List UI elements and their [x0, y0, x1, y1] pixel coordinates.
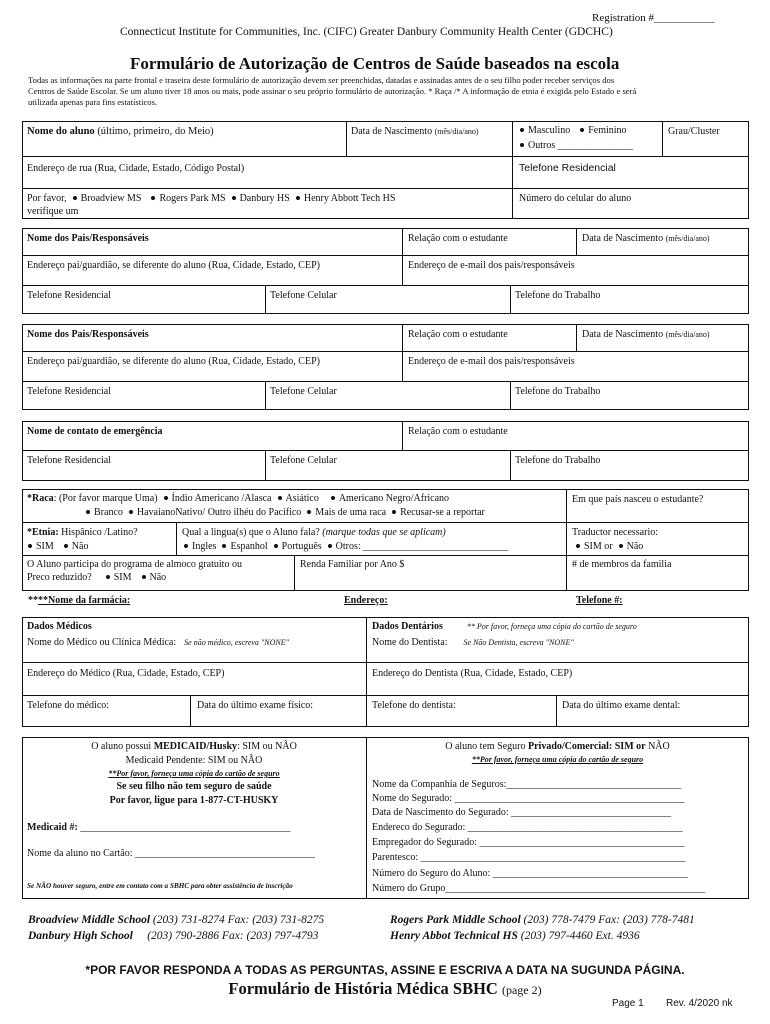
emergency-home-phone-field[interactable]: Telefone Residencial: [27, 455, 111, 466]
bullet-icon: [222, 544, 226, 548]
bullet-icon: [164, 496, 168, 500]
student-address-field[interactable]: Endereço de rua (Rua, Cidade, Estado, Código Postal): [27, 163, 245, 174]
medicaid-number-field[interactable]: Medicaid #: __________________________________________: [27, 822, 291, 833]
parent1-cell-phone-field[interactable]: Telefone Celular: [270, 290, 337, 301]
bullet-icon: [151, 196, 155, 200]
history-form-title: Formulário de História Médica SBHC (page 2): [228, 979, 542, 998]
bullet-icon: [232, 196, 236, 200]
medical-data-title: Dados Médicos: [27, 621, 92, 632]
bullet-icon: [520, 143, 524, 147]
parent1-name-field[interactable]: Nome dos Pais/Responsáveis: [27, 233, 149, 244]
bullet-icon: [106, 575, 110, 579]
parent2-address-field[interactable]: Endereço pai/guardião, se diferente do aluno (Rua, Cidade, Estado, CEP): [27, 356, 320, 367]
private-insurance-question[interactable]: O aluno tem Seguro Privado/Comercial: SIM or NÃO: [445, 741, 670, 752]
pharmacy-name-field[interactable]: ****Nome da farmácia:: [28, 595, 131, 606]
bullet-icon: [64, 544, 68, 548]
doctor-address-field[interactable]: Endereço do Médico (Rua, Cidade, Estado, CEP): [27, 668, 225, 679]
dental-data-title: Dados Dentários ** Por favor, forneça uma cópia do cartão de seguro: [372, 621, 637, 632]
ethnicity-question: *Etnia: Hispânico /Latino?: [27, 527, 138, 538]
card-name-field[interactable]: Nome da aluno no Cartão: ____________________________________: [27, 848, 316, 859]
bullet-icon: [73, 196, 77, 200]
translator-question: Traductor necessario:: [572, 527, 658, 538]
dentist-phone-field[interactable]: Telefone do dentista:: [372, 700, 456, 711]
doctor-phone-field[interactable]: Telefone do médico:: [27, 700, 110, 711]
verify-one-label: verifique um: [27, 206, 79, 217]
doctor-name-field[interactable]: Nome do Médico ou Clínica Médica: Se não médico, escreva "NONE": [27, 637, 289, 648]
student-insurance-number-field[interactable]: Número do Seguro do Aluno: _______________________________________: [372, 868, 688, 879]
emergency-work-phone-field[interactable]: Telefone do Trabalho: [515, 455, 601, 466]
last-physical-exam-field[interactable]: Data do último exame físico:: [197, 700, 314, 711]
bullet-icon: [142, 575, 146, 579]
bullet-icon: [392, 510, 396, 514]
parent2-home-phone-field[interactable]: Telefone Residencial: [27, 386, 111, 397]
bullet-icon: [619, 544, 623, 548]
emergency-relation-field[interactable]: Relação com o estudante: [408, 426, 508, 437]
parent1-home-phone-field[interactable]: Telefone Residencial: [27, 290, 111, 301]
emergency-name-field[interactable]: Nome de contato de emergência: [27, 426, 163, 437]
bullet-icon: [328, 544, 332, 548]
revision-label: Rev. 4/2020 nk: [666, 998, 733, 1009]
bullet-icon: [129, 510, 133, 514]
medicaid-card-note: **Por favor, forneça uma cópia do cartão de seguro: [108, 769, 280, 778]
medicaid-pending-question[interactable]: Medicaid Pendente: SIM ou NÃO: [125, 755, 263, 766]
pharmacy-address-field[interactable]: Endereço:: [344, 595, 388, 606]
parent2-work-phone-field[interactable]: Telefone do Trabalho: [515, 386, 601, 397]
group-number-field[interactable]: Número do Grupo____________________________________________________: [372, 883, 706, 894]
dentist-name-field[interactable]: Nome do Dentista: Se Não Dentista, escreva "NONE": [372, 637, 574, 648]
henry-abbott-contact: Henry Abbot Technical HS (203) 797-4460 Ext. 4936: [390, 930, 640, 942]
bullet-icon: [576, 544, 580, 548]
no-insurance-contact-note: Se NÃO houver seguro, entre em contato com a SBHC para obter assistência de inscrição: [27, 882, 293, 890]
translator-options[interactable]: SIM or Não: [570, 541, 643, 553]
student-dob-field[interactable]: Data de Nascimento (mês/dia/ano): [351, 126, 479, 137]
page-title: Formulário de Autorização de Centros de Saúde baseados na escola: [130, 54, 620, 73]
family-members-field[interactable]: # de membros da familia: [572, 559, 672, 570]
parent1-address-field[interactable]: Endereço pai/guardião, se diferente do aluno (Rua, Cidade, Estado, CEP): [27, 260, 320, 271]
bullet-icon: [331, 496, 335, 500]
emergency-cell-phone-field[interactable]: Telefone Celular: [270, 455, 337, 466]
gender-other-option[interactable]: Outros _______________: [514, 140, 633, 152]
lunch-program-question: O Aluno participa do programa de almoco gratuito ou: [27, 559, 242, 570]
dentist-address-field[interactable]: Endereço do Dentista (Rua, Cidade, Estado, CEP): [372, 668, 573, 679]
no-insurance-note: Se seu filho não tem seguro de saúde: [116, 781, 272, 792]
bullet-icon: [274, 544, 278, 548]
insured-dob-field[interactable]: Data de Nascimento do Segurado: ________________________________: [372, 807, 672, 818]
answer-all-notice: *POR FAVOR RESPONDA A TODAS AS PERGUNTAS, ASSINE E ESCRIVA A DATA NA SUGUNDA PÁGINA.: [85, 963, 685, 977]
race-options-row2[interactable]: Branco HavaianoNativo/ Outro ilhéu do Pacifico Mais de uma raca Recusar-se a reportar: [80, 507, 485, 519]
gender-options[interactable]: Masculino Feminino: [514, 125, 627, 137]
bullet-icon: [86, 510, 90, 514]
language-question: Qual a lingua(s) que o Aluno fala? (marque todas que se aplicam): [182, 527, 446, 538]
lunch-program-options[interactable]: Preco reduzido? SIM Não: [27, 572, 167, 583]
race-question[interactable]: *Raca: (Por favor marque Uma) Índio Americano /Alasca Asiático Americano Negro/Africano: [27, 493, 450, 504]
bullet-icon: [580, 128, 584, 132]
rogers-park-contact: Rogers Park Middle School (203) 778-7479 Fax: (203) 778-7481: [390, 914, 695, 926]
private-card-note: **Por favor, forneça uma cópia do cartão de seguro: [471, 755, 644, 764]
bullet-icon: [278, 496, 282, 500]
language-options[interactable]: Ingles Espanhol Português Otros: _____________________________: [178, 541, 508, 553]
registration-number: Registration #___________: [592, 12, 715, 24]
family-income-field[interactable]: Renda Familiar por Ano $: [300, 559, 405, 570]
bullet-icon: [520, 128, 524, 132]
student-home-phone-field[interactable]: Telefone Residencial: [519, 162, 616, 174]
parent2-name-field[interactable]: Nome dos Pais/Responsáveis: [27, 329, 149, 340]
parent2-email-field[interactable]: Endereço de e-mail dos pais/responsáveis: [408, 356, 575, 367]
broadview-contact: Broadview Middle School (203) 731-8274 Fax: (203) 731-8275: [28, 914, 325, 926]
relationship-field[interactable]: Parentesco: _____________________________________________________: [372, 852, 686, 863]
parent2-relation-field[interactable]: Relação com o estudante: [408, 329, 508, 340]
ethnicity-options[interactable]: SIM Não: [22, 541, 88, 553]
bullet-icon: [28, 544, 32, 548]
parent2-cell-phone-field[interactable]: Telefone Celular: [270, 386, 337, 397]
bullet-icon: [307, 510, 311, 514]
insured-name-field[interactable]: Nome do Segurado: ______________________________________________: [372, 793, 685, 804]
page-number: Page 1: [612, 998, 644, 1009]
insurance-company-field[interactable]: Nome da Companhia de Seguros:___________________________________: [372, 779, 682, 790]
husky-phone-note: Por favor, ligue para 1-877-CT-HUSKY: [109, 795, 279, 806]
parent1-email-field[interactable]: Endereço de e-mail dos pais/responsáveis: [408, 260, 575, 271]
school-choice[interactable]: Por favor, Broadview MS Rogers Park MS Danbury HS Henry Abbott Tech HS: [27, 193, 396, 204]
intro-text-1: Todas as informações na parte frontal e traseira deste formulário de autorização devem ser preenchidas, datadas e assinadas antes de o seu filho poder receber serviços dos: [28, 75, 615, 85]
danbury-high-contact: Danbury High School (203) 790-2886 Fax: (203) 797-4793: [28, 930, 319, 942]
medicaid-question[interactable]: O aluno possui MEDICAID/Husky: SIM ou NÃO: [91, 741, 297, 752]
student-cell-field[interactable]: Número do celular do aluno: [519, 193, 632, 204]
insured-employer-field[interactable]: Empregador do Segurado: _________________________________________: [372, 837, 685, 848]
parent1-work-phone-field[interactable]: Telefone do Trabalho: [515, 290, 601, 301]
parent1-dob-field[interactable]: Data de Nascimento (mês/dia/ano): [582, 233, 710, 244]
organization-name: Connecticut Institute for Communities, Inc. (CIFC) Greater Danbury Community Health Center (GDCHC): [120, 26, 613, 38]
parent1-relation-field[interactable]: Relação com o estudante: [408, 233, 508, 244]
insured-address-field[interactable]: Endereco do Segurado: ___________________________________________: [372, 822, 683, 833]
pharmacy-phone-field[interactable]: Telefone #:: [576, 595, 623, 606]
last-dental-exam-field[interactable]: Data do último exame dental:: [562, 700, 681, 711]
grade-cluster-field[interactable]: Grau/Cluster: [668, 126, 720, 137]
bullet-icon: [296, 196, 300, 200]
parent2-dob-field[interactable]: Data de Nascimento (mês/dia/ano): [582, 329, 710, 340]
intro-text-3: utilizada apenas para fins estatísticos.: [28, 97, 158, 107]
student-name-field[interactable]: Nome do aluno (último, primeiro, do Meio): [27, 126, 214, 137]
birth-country-field[interactable]: Em que país nasceu o estudante?: [572, 494, 704, 505]
intro-text-2: Centros de Saúde Escolar. Se um aluno tiver 18 anos ou mais, pode assinar o seu próprio formulário de autorização. * Raça /* A informação de etnia é exigida pelo Estado e será: [28, 86, 637, 96]
bullet-icon: [184, 544, 188, 548]
